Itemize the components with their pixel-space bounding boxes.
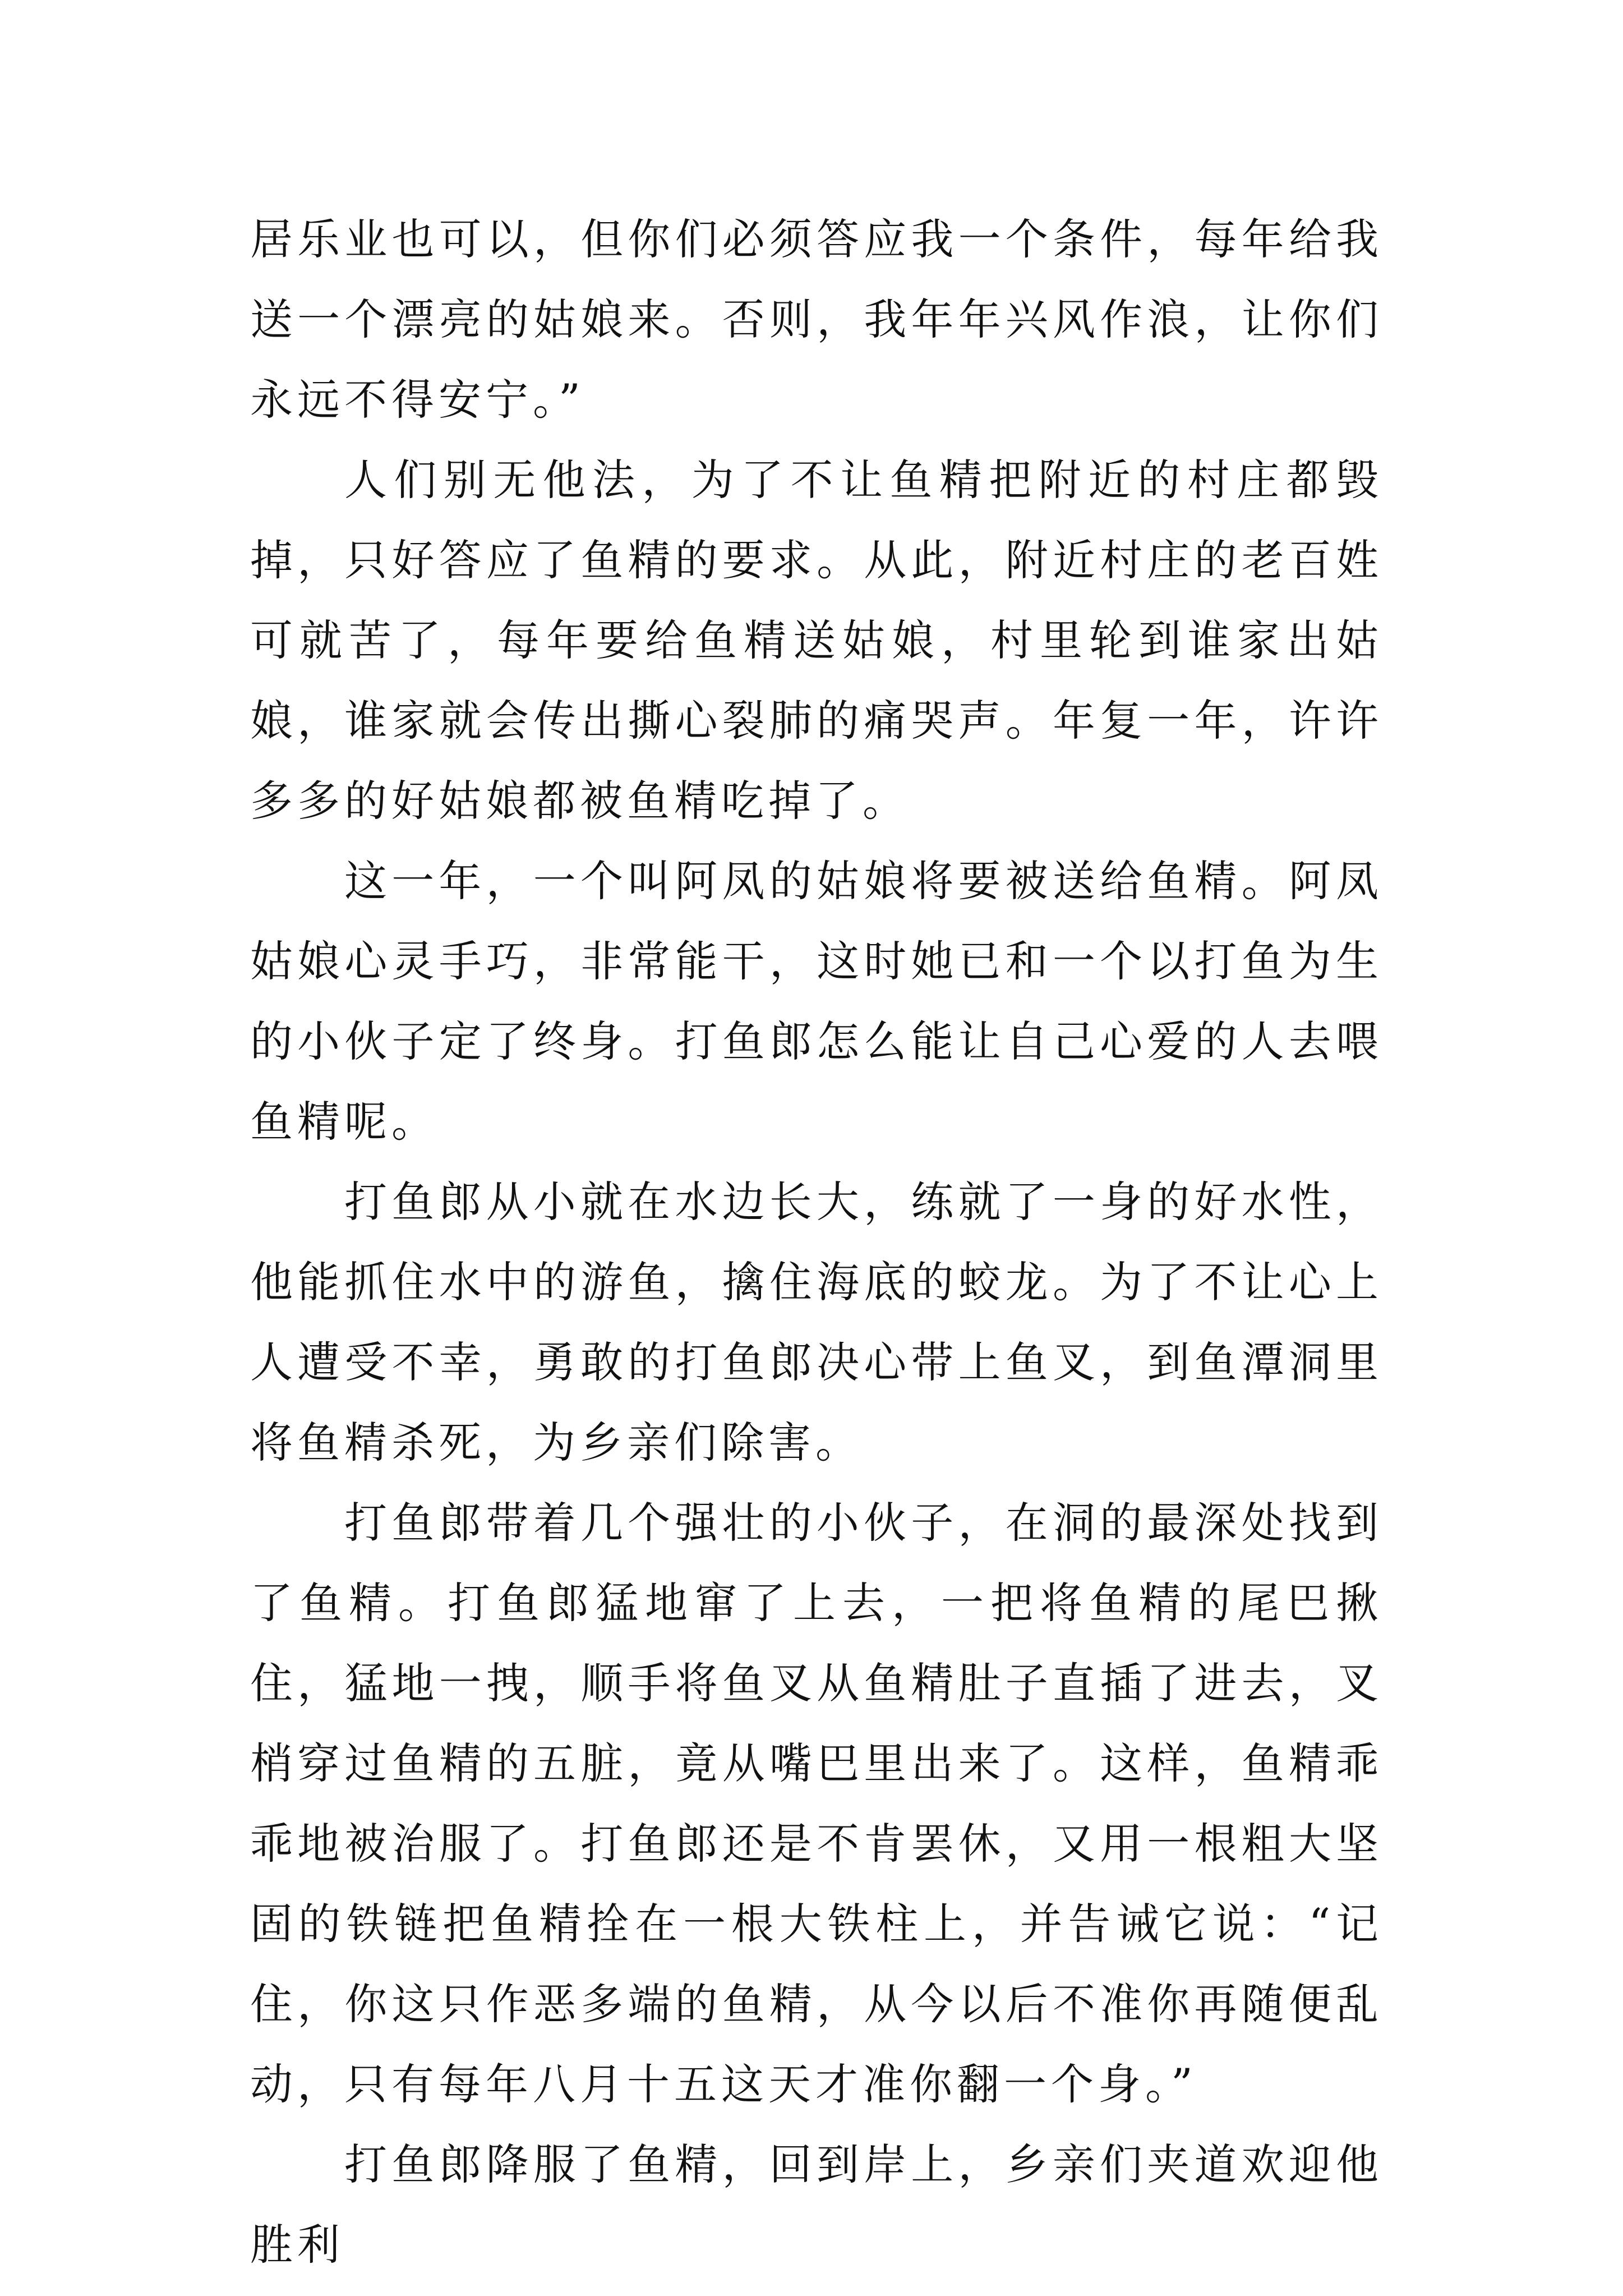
paragraph-4: 打鱼郎从小就在水边长大，练就了一身的好水性，他能抓住水中的游鱼，擒住海底的蛟龙。为了不让心上人遭受不幸，勇敢的打鱼郎决心带上鱼叉，到鱼潭洞里将鱼精杀死，为乡亲们除害。 (250, 1177, 1383, 1467)
body-text (250, 199, 1383, 2285)
paragraph-5: 打鱼郎带着几个强壮的小伙子，在洞的最深处找到了鱼精。打鱼郎猛地窜了上去，一把将鱼精的尾巴揪住，猛地一拽，顺手将鱼叉从鱼精肚子直插了进去，叉梢穿过鱼精的五脏，竟从嘴巴里出来了。这样，鱼精乖乖地被治服了。打鱼郎还是不肯罢休，又用一根粗大坚固的铁链把鱼精拴在一根大铁柱上，并告诫它说：“记住，你这只作恶多端的鱼精，从今以后不准你再随便乱动，只有每年八月十五这天才准你翻一个身。” (250, 1498, 1383, 2109)
paragraph-3: 这一年，一个叫阿凤的姑娘将要被送给鱼精。阿凤姑娘心灵手巧，非常能干，这时她已和一个以打鱼为生的小伙子定了终身。打鱼郎怎么能让自己心爱的人去喂鱼精呢。 (250, 856, 1383, 1147)
paragraph-6: 打鱼郎降服了鱼精，回到岸上，乡亲们夹道欢迎他胜利 (250, 2139, 1383, 2270)
paragraph-1: 居乐业也可以，但你们必须答应我一个条件，每年给我送一个漂亮的姑娘来。否则，我年年兴风作浪，让你们永远不得安宁。” (250, 214, 1383, 425)
paragraph-2: 人们别无他法，为了不让鱼精把附近的村庄都毁掉，只好答应了鱼精的要求。从此，附近村庄的老百姓可就苦了，每年要给鱼精送姑娘，村里轮到谁家出姑娘，谁家就会传出撕心裂肺的痛哭声。年复一年，许许多多的好姑娘都被鱼精吃掉了。 (250, 455, 1383, 826)
